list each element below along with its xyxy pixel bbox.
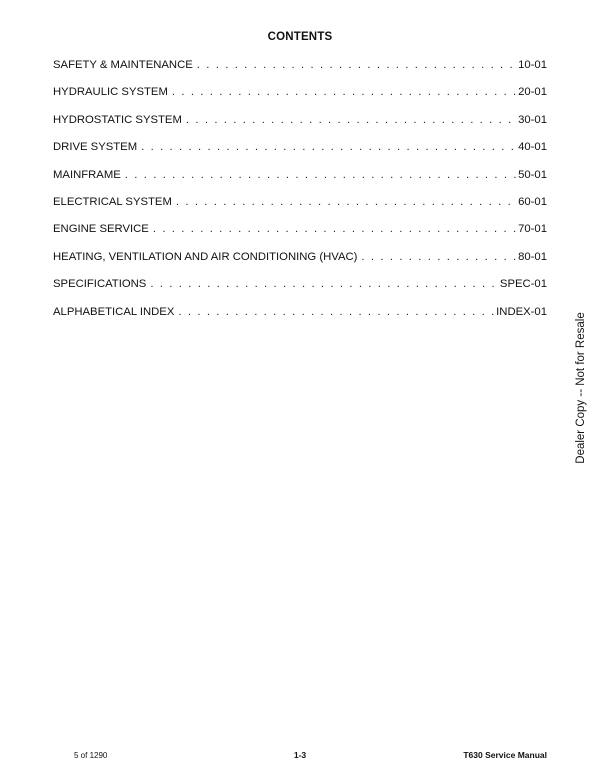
toc-entry-safety-maintenance[interactable] — [53, 59, 547, 86]
footer-page-count: 5 of 1290 — [74, 751, 108, 760]
toc-entry-page: 60-01 — [518, 195, 547, 208]
toc-entry-label: ENGINE SERVICE — [53, 223, 149, 236]
toc-entry-hydrostatic-system[interactable] — [53, 114, 547, 141]
toc-entry-label: DRIVE SYSTEM — [53, 141, 138, 154]
toc-entry-page: 10-01 — [518, 59, 547, 71]
toc-leader-dots — [153, 223, 516, 235]
toc-leader-dots — [141, 141, 516, 153]
toc-entry-electrical-system[interactable] — [53, 196, 547, 223]
toc-entry-page: SPEC-01 — [499, 278, 547, 291]
toc-entry-mainframe[interactable] — [53, 169, 547, 196]
toc-entry-label: ELECTRICAL SYSTEM — [53, 195, 172, 208]
toc-entry-page: 30-01 — [518, 113, 547, 126]
toc-entry-drive-system[interactable] — [53, 141, 547, 168]
footer-manual-title: T630 Service Manual — [463, 750, 547, 760]
toc-entry-alphabetical-index[interactable] — [53, 306, 547, 333]
toc-entry-hvac[interactable] — [53, 251, 547, 278]
toc-leader-dots — [176, 196, 516, 208]
toc-entry-hydraulic-system[interactable] — [53, 86, 547, 113]
toc-leader-dots — [186, 114, 516, 126]
toc-leader-dots — [150, 278, 498, 290]
toc-entry-page: 80-01 — [518, 250, 547, 263]
toc-entry-label: SPECIFICATIONS — [53, 278, 147, 291]
table-of-contents — [53, 59, 547, 333]
toc-entry-page: 70-01 — [518, 223, 547, 236]
toc-entry-engine-service[interactable] — [53, 223, 547, 250]
toc-leader-dots — [178, 306, 494, 318]
toc-leader-dots — [197, 59, 516, 71]
toc-entry-label: ALPHABETICAL INDEX — [53, 305, 175, 318]
footer-page-number: 1-3 — [293, 750, 307, 760]
toc-leader-dots — [361, 251, 516, 263]
toc-entry-label: MAINFRAME — [53, 168, 121, 181]
toc-entry-label: SAFETY & MAINTENANCE — [53, 59, 193, 71]
toc-entry-page: INDEX-01 — [496, 305, 547, 318]
toc-entry-label: HEATING, VENTILATION AND AIR CONDITIONING (HVAC) — [53, 250, 358, 263]
watermark-side-note: Dealer Copy -- Not for Resale — [575, 312, 587, 464]
toc-entry-page: 50-01 — [518, 168, 547, 181]
toc-entry-label: HYDRAULIC SYSTEM — [53, 86, 168, 99]
page-title: CONTENTS — [267, 31, 333, 43]
toc-entry-page: 20-01 — [518, 86, 547, 99]
toc-leader-dots — [172, 86, 516, 98]
toc-entry-label: HYDROSTATIC SYSTEM — [53, 113, 182, 126]
toc-entry-page: 40-01 — [518, 141, 547, 154]
toc-entry-specifications[interactable] — [53, 278, 547, 305]
toc-leader-dots — [125, 169, 516, 181]
